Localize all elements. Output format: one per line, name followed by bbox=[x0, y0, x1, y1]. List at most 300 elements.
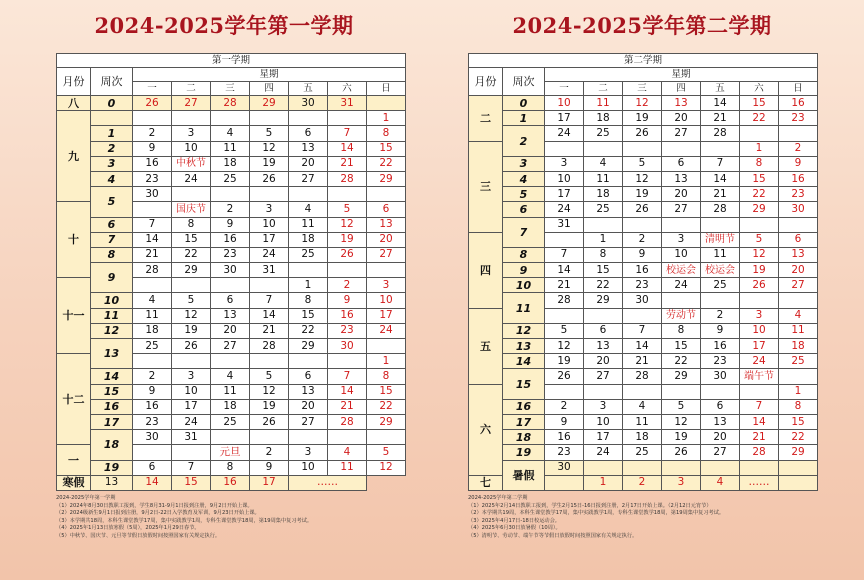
day-cell: 23 bbox=[211, 247, 250, 262]
day-cell: 27 bbox=[172, 96, 211, 111]
day-cell: 16 bbox=[328, 308, 367, 323]
empty-day-cell bbox=[701, 460, 740, 475]
day-cell: 30 bbox=[545, 460, 584, 475]
day-cell: 22 bbox=[289, 323, 328, 338]
day-cell: 26 bbox=[328, 247, 367, 262]
day-cell: 26 bbox=[172, 339, 211, 354]
empty-day-cell bbox=[367, 187, 406, 202]
weekday-label: 五 bbox=[289, 82, 328, 96]
day-cell: 24 bbox=[545, 126, 584, 141]
day-cell: 16 bbox=[211, 232, 250, 247]
day-cell: 12 bbox=[623, 96, 662, 111]
calendar-row bbox=[57, 399, 406, 414]
month-cell: 二 bbox=[469, 96, 503, 142]
week-number: 11 bbox=[503, 293, 545, 323]
day-cell: 3 bbox=[172, 126, 211, 141]
day-cell: 26 bbox=[250, 414, 289, 429]
day-cell: 4 bbox=[584, 156, 623, 171]
day-cell: 21 bbox=[740, 430, 779, 445]
day-cell: 5 bbox=[172, 293, 211, 308]
calendar-row bbox=[57, 126, 406, 141]
day-cell: 14 bbox=[328, 141, 367, 156]
calendar-row bbox=[469, 399, 818, 414]
empty-day-cell bbox=[133, 445, 172, 460]
day-cell: 4 bbox=[211, 369, 250, 384]
empty-day-cell bbox=[701, 141, 740, 156]
empty-day-cell bbox=[779, 475, 818, 490]
empty-day-cell bbox=[740, 460, 779, 475]
calendar-row bbox=[57, 369, 406, 384]
day-cell: 23 bbox=[623, 278, 662, 293]
day-cell: 3 bbox=[545, 156, 584, 171]
empty-day-cell bbox=[623, 141, 662, 156]
empty-day-cell bbox=[367, 263, 406, 278]
table-title: 第一学期 bbox=[57, 54, 406, 68]
empty-day-cell bbox=[172, 111, 211, 126]
day-cell: 2 bbox=[133, 126, 172, 141]
day-cell: 校运会 bbox=[701, 263, 740, 278]
day-cell: 6 bbox=[701, 399, 740, 414]
empty-day-cell bbox=[289, 111, 328, 126]
empty-day-cell bbox=[172, 354, 211, 369]
day-cell: 30 bbox=[289, 96, 328, 111]
day-cell: 25 bbox=[584, 126, 623, 141]
day-cell: 17 bbox=[584, 430, 623, 445]
day-cell: 20 bbox=[289, 156, 328, 171]
day-cell: 18 bbox=[779, 339, 818, 354]
day-cell: 6 bbox=[289, 369, 328, 384]
day-cell: 中秋节 bbox=[172, 156, 211, 171]
day-cell: 4 bbox=[328, 445, 367, 460]
calendar-row bbox=[57, 414, 406, 429]
day-cell: 8 bbox=[367, 126, 406, 141]
day-cell: 1 bbox=[367, 111, 406, 126]
day-cell: 10 bbox=[172, 141, 211, 156]
day-cell: 21 bbox=[250, 323, 289, 338]
day-cell: 25 bbox=[211, 171, 250, 186]
day-cell: 21 bbox=[701, 111, 740, 126]
day-cell: 1 bbox=[779, 384, 818, 399]
day-cell: 4 bbox=[779, 308, 818, 323]
empty-day-cell bbox=[289, 263, 328, 278]
calendar-row bbox=[469, 187, 818, 202]
day-cell: 15 bbox=[740, 171, 779, 186]
day-cell: 11 bbox=[779, 323, 818, 338]
calendar-row bbox=[57, 156, 406, 171]
day-cell: 18 bbox=[211, 156, 250, 171]
calendar-row bbox=[469, 217, 818, 232]
day-cell: 5 bbox=[545, 323, 584, 338]
day-cell: 23 bbox=[328, 323, 367, 338]
note-line: （1）2024年8月30日教职工报到，学生8月31-9月1日报到注册，9月2日开始上课。 bbox=[56, 502, 253, 509]
calendar-row bbox=[469, 126, 818, 141]
day-cell: 1 bbox=[289, 278, 328, 293]
day-cell: 8 bbox=[289, 293, 328, 308]
note-line: （3）本学期共18周，本科生课堂教学17周，集中实践教学1周，专科生课堂教学18周，第19周集中复习考试。 bbox=[56, 517, 313, 524]
week-number: 17 bbox=[91, 414, 133, 429]
note-line: 2024-2025学年第二学期 bbox=[468, 495, 528, 501]
week-number: 18 bbox=[91, 430, 133, 460]
day-cell: 13 bbox=[91, 475, 133, 490]
week-number: 6 bbox=[503, 202, 545, 217]
month-cell: 十 bbox=[57, 202, 91, 278]
weekday-label: 四 bbox=[250, 82, 289, 96]
week-number: 16 bbox=[91, 399, 133, 414]
day-cell: 5 bbox=[367, 445, 406, 460]
day-cell: 2 bbox=[211, 202, 250, 217]
empty-day-cell bbox=[289, 430, 328, 445]
empty-day-cell bbox=[662, 217, 701, 232]
empty-day-cell bbox=[623, 460, 662, 475]
table-title-row bbox=[57, 54, 406, 68]
day-cell: 10 bbox=[172, 384, 211, 399]
day-cell: 12 bbox=[172, 308, 211, 323]
day-cell: 21 bbox=[623, 354, 662, 369]
calendar-row bbox=[469, 430, 818, 445]
day-cell: 27 bbox=[584, 369, 623, 384]
day-cell: 11 bbox=[328, 460, 367, 475]
day-cell: 4 bbox=[289, 202, 328, 217]
empty-day-cell bbox=[740, 293, 779, 308]
empty-day-cell bbox=[367, 96, 406, 111]
day-cell: 10 bbox=[367, 293, 406, 308]
day-cell: 16 bbox=[779, 171, 818, 186]
day-cell: 21 bbox=[545, 278, 584, 293]
day-cell: 24 bbox=[367, 323, 406, 338]
month-cell: 七 bbox=[469, 475, 503, 490]
weekday-label: 五 bbox=[701, 82, 740, 96]
empty-day-cell bbox=[623, 384, 662, 399]
day-cell: 10 bbox=[662, 247, 701, 262]
week-number: 暑假 bbox=[503, 460, 545, 490]
day-cell: 12 bbox=[545, 339, 584, 354]
weekday-label: 三 bbox=[211, 82, 250, 96]
day-cell: 11 bbox=[584, 96, 623, 111]
semester-2-notes bbox=[468, 495, 724, 541]
day-cell: 17 bbox=[250, 232, 289, 247]
empty-day-cell bbox=[172, 278, 211, 293]
month-cell: 三 bbox=[469, 141, 503, 232]
empty-day-cell bbox=[701, 217, 740, 232]
day-cell: 31 bbox=[545, 217, 584, 232]
note-line: （4）2025年6月30日放暑假（10周）。 bbox=[468, 525, 561, 532]
day-cell: 29 bbox=[584, 293, 623, 308]
day-cell: 7 bbox=[250, 293, 289, 308]
week-number: 9 bbox=[91, 263, 133, 293]
day-cell: 27 bbox=[779, 278, 818, 293]
empty-day-cell bbox=[250, 354, 289, 369]
day-cell: 22 bbox=[172, 247, 211, 262]
day-cell: 23 bbox=[779, 187, 818, 202]
day-cell: 30 bbox=[133, 187, 172, 202]
day-cell: 23 bbox=[133, 171, 172, 186]
day-cell: 端午节 bbox=[740, 369, 779, 384]
week-number: 2 bbox=[503, 126, 545, 156]
day-cell: 23 bbox=[779, 111, 818, 126]
day-cell: 3 bbox=[584, 399, 623, 414]
semester-1-calendar-table bbox=[56, 53, 406, 491]
calendar-row bbox=[57, 293, 406, 308]
day-cell: 6 bbox=[367, 202, 406, 217]
day-cell: 29 bbox=[367, 171, 406, 186]
month-cell: 十二 bbox=[57, 354, 91, 445]
day-cell: 2 bbox=[133, 369, 172, 384]
calendar-row bbox=[469, 247, 818, 262]
day-cell: 11 bbox=[133, 308, 172, 323]
day-cell: 8 bbox=[740, 156, 779, 171]
calendar-row bbox=[57, 263, 406, 278]
day-cell: 11 bbox=[211, 384, 250, 399]
day-cell: 3 bbox=[662, 232, 701, 247]
day-cell: 10 bbox=[740, 323, 779, 338]
day-cell: 26 bbox=[740, 278, 779, 293]
day-cell: 3 bbox=[289, 445, 328, 460]
calendar-row bbox=[57, 308, 406, 323]
empty-day-cell bbox=[662, 141, 701, 156]
calendar-row bbox=[469, 263, 818, 278]
weekday-header: 星期 bbox=[133, 68, 406, 82]
day-cell: 14 bbox=[623, 339, 662, 354]
calendar-row bbox=[57, 141, 406, 156]
day-cell: 10 bbox=[250, 217, 289, 232]
day-cell: 22 bbox=[662, 354, 701, 369]
empty-day-cell bbox=[289, 187, 328, 202]
month-header: 月份 bbox=[469, 68, 503, 96]
day-cell: 3 bbox=[740, 308, 779, 323]
day-cell: 7 bbox=[328, 126, 367, 141]
day-cell: 25 bbox=[701, 278, 740, 293]
day-cell: 28 bbox=[250, 339, 289, 354]
semester-1-title: 2024-2025学年第一学期 bbox=[94, 13, 354, 38]
calendar-row bbox=[469, 354, 818, 369]
day-cell: 8 bbox=[584, 247, 623, 262]
week-number: 18 bbox=[503, 430, 545, 445]
day-cell: 16 bbox=[623, 263, 662, 278]
day-cell: 7 bbox=[623, 323, 662, 338]
day-cell: 26 bbox=[133, 96, 172, 111]
day-cell: 22 bbox=[740, 187, 779, 202]
day-cell: 28 bbox=[328, 171, 367, 186]
weekday-label: 二 bbox=[584, 82, 623, 96]
day-cell: 18 bbox=[289, 232, 328, 247]
note-line: （3）2025年4月17日-18日校运动会。 bbox=[468, 517, 560, 524]
calendar-row bbox=[57, 171, 406, 186]
day-cell: 5 bbox=[740, 232, 779, 247]
day-cell: 6 bbox=[133, 460, 172, 475]
day-cell: 24 bbox=[250, 247, 289, 262]
day-cell: 13 bbox=[701, 414, 740, 429]
month-cell: 五 bbox=[469, 308, 503, 384]
day-cell: 31 bbox=[328, 96, 367, 111]
day-cell: …… bbox=[740, 475, 779, 490]
day-cell: 6 bbox=[779, 232, 818, 247]
empty-day-cell bbox=[545, 384, 584, 399]
day-cell: 11 bbox=[584, 171, 623, 186]
week-number: 1 bbox=[91, 126, 133, 141]
day-cell: 26 bbox=[545, 369, 584, 384]
day-cell: 7 bbox=[172, 460, 211, 475]
week-number: 7 bbox=[503, 217, 545, 247]
month-cell: 一 bbox=[57, 445, 91, 475]
empty-day-cell bbox=[133, 278, 172, 293]
calendar-row bbox=[57, 111, 406, 126]
day-cell: 24 bbox=[545, 202, 584, 217]
week-number: 8 bbox=[503, 247, 545, 262]
empty-day-cell bbox=[328, 430, 367, 445]
day-cell: 14 bbox=[740, 414, 779, 429]
day-cell: 13 bbox=[289, 141, 328, 156]
calendar-row bbox=[57, 217, 406, 232]
week-number: 19 bbox=[91, 460, 133, 475]
empty-day-cell bbox=[779, 217, 818, 232]
day-cell: 25 bbox=[133, 339, 172, 354]
day-cell: 20 bbox=[701, 430, 740, 445]
day-cell: 9 bbox=[779, 156, 818, 171]
calendar-row bbox=[469, 323, 818, 338]
day-cell: 5 bbox=[250, 369, 289, 384]
day-cell: 9 bbox=[133, 141, 172, 156]
day-cell: 21 bbox=[328, 399, 367, 414]
day-cell: 19 bbox=[662, 430, 701, 445]
day-cell: 9 bbox=[328, 293, 367, 308]
day-cell: 18 bbox=[623, 430, 662, 445]
month-header: 月份 bbox=[57, 68, 91, 96]
day-cell: 16 bbox=[133, 399, 172, 414]
weekday-label: 日 bbox=[367, 82, 406, 96]
calendar-row bbox=[57, 323, 406, 338]
empty-day-cell bbox=[172, 445, 211, 460]
day-cell: 17 bbox=[740, 339, 779, 354]
day-cell: 13 bbox=[662, 96, 701, 111]
day-cell: 9 bbox=[250, 460, 289, 475]
day-cell: 2 bbox=[250, 445, 289, 460]
note-line: （4）2025年1月13日放寒假（5周），2025年1月29日春节。 bbox=[56, 525, 200, 532]
calendar-row bbox=[469, 278, 818, 293]
day-cell: 3 bbox=[250, 202, 289, 217]
calendar-row bbox=[469, 339, 818, 354]
day-cell: 12 bbox=[328, 217, 367, 232]
day-cell: 15 bbox=[779, 414, 818, 429]
day-cell: 18 bbox=[584, 111, 623, 126]
day-cell: 5 bbox=[623, 156, 662, 171]
week-number: 14 bbox=[91, 369, 133, 384]
day-cell: 15 bbox=[740, 96, 779, 111]
calendar-row bbox=[469, 171, 818, 186]
day-cell: 26 bbox=[623, 126, 662, 141]
day-cell: 14 bbox=[328, 384, 367, 399]
day-cell: 7 bbox=[545, 247, 584, 262]
table-title: 第二学期 bbox=[469, 54, 818, 68]
day-cell: 27 bbox=[701, 445, 740, 460]
day-cell: 24 bbox=[740, 354, 779, 369]
week-number: 13 bbox=[503, 339, 545, 354]
day-cell: 16 bbox=[701, 339, 740, 354]
month-cell: 四 bbox=[469, 232, 503, 308]
day-cell: 16 bbox=[545, 430, 584, 445]
day-cell: 31 bbox=[172, 430, 211, 445]
empty-day-cell bbox=[289, 354, 328, 369]
calendar-row bbox=[469, 445, 818, 460]
empty-day-cell bbox=[367, 339, 406, 354]
day-cell: 劳动节 bbox=[662, 308, 701, 323]
day-cell: 1 bbox=[584, 475, 623, 490]
day-cell: 9 bbox=[701, 323, 740, 338]
empty-day-cell bbox=[328, 187, 367, 202]
calendar-row bbox=[469, 156, 818, 171]
day-cell: 24 bbox=[662, 278, 701, 293]
week-number: 3 bbox=[91, 156, 133, 171]
day-cell: …… bbox=[289, 475, 367, 490]
day-cell: 19 bbox=[250, 156, 289, 171]
day-cell: 14 bbox=[701, 171, 740, 186]
day-cell: 1 bbox=[367, 354, 406, 369]
day-cell: 1 bbox=[740, 141, 779, 156]
empty-day-cell bbox=[779, 460, 818, 475]
week-number: 0 bbox=[503, 96, 545, 111]
day-cell: 国庆节 bbox=[172, 202, 211, 217]
day-cell: 29 bbox=[740, 202, 779, 217]
day-cell: 8 bbox=[211, 460, 250, 475]
day-cell: 15 bbox=[172, 475, 211, 490]
day-cell: 28 bbox=[545, 293, 584, 308]
day-cell: 13 bbox=[779, 247, 818, 262]
week-number: 5 bbox=[91, 187, 133, 217]
empty-day-cell bbox=[367, 430, 406, 445]
calendar-row bbox=[469, 460, 818, 475]
note-line: （2）本学期共19周，本科生课堂教学17周，集中实践教学1周，专科生课堂教学18周，第19周集中复习考试。 bbox=[468, 510, 725, 517]
day-cell: 17 bbox=[545, 111, 584, 126]
day-cell: 27 bbox=[662, 126, 701, 141]
empty-day-cell bbox=[545, 475, 584, 490]
day-cell: 3 bbox=[367, 278, 406, 293]
week-number: 10 bbox=[503, 278, 545, 293]
day-cell: 9 bbox=[623, 247, 662, 262]
day-cell: 12 bbox=[623, 171, 662, 186]
day-cell: 14 bbox=[133, 232, 172, 247]
day-cell: 14 bbox=[701, 96, 740, 111]
table-title-row bbox=[469, 54, 818, 68]
empty-day-cell bbox=[740, 217, 779, 232]
empty-day-cell bbox=[701, 384, 740, 399]
calendar-row bbox=[57, 232, 406, 247]
day-cell: 10 bbox=[584, 414, 623, 429]
day-cell: 3 bbox=[662, 475, 701, 490]
day-cell: 15 bbox=[289, 308, 328, 323]
empty-day-cell bbox=[250, 278, 289, 293]
week-number: 13 bbox=[91, 339, 133, 369]
day-cell: 12 bbox=[662, 414, 701, 429]
day-cell: 25 bbox=[779, 354, 818, 369]
week-number: 寒假 bbox=[57, 475, 91, 490]
day-cell: 18 bbox=[133, 323, 172, 338]
day-cell: 4 bbox=[133, 293, 172, 308]
empty-day-cell bbox=[545, 308, 584, 323]
day-cell: 23 bbox=[701, 354, 740, 369]
day-cell: 7 bbox=[133, 217, 172, 232]
day-cell: 20 bbox=[584, 354, 623, 369]
weekday-label: 三 bbox=[623, 82, 662, 96]
day-cell: 7 bbox=[701, 156, 740, 171]
day-cell: 27 bbox=[289, 414, 328, 429]
day-cell: 13 bbox=[289, 384, 328, 399]
day-cell: 20 bbox=[211, 323, 250, 338]
day-cell: 11 bbox=[623, 414, 662, 429]
day-cell: 14 bbox=[545, 263, 584, 278]
day-cell: 22 bbox=[779, 430, 818, 445]
day-cell: 29 bbox=[662, 369, 701, 384]
empty-day-cell bbox=[328, 263, 367, 278]
day-cell: 5 bbox=[328, 202, 367, 217]
